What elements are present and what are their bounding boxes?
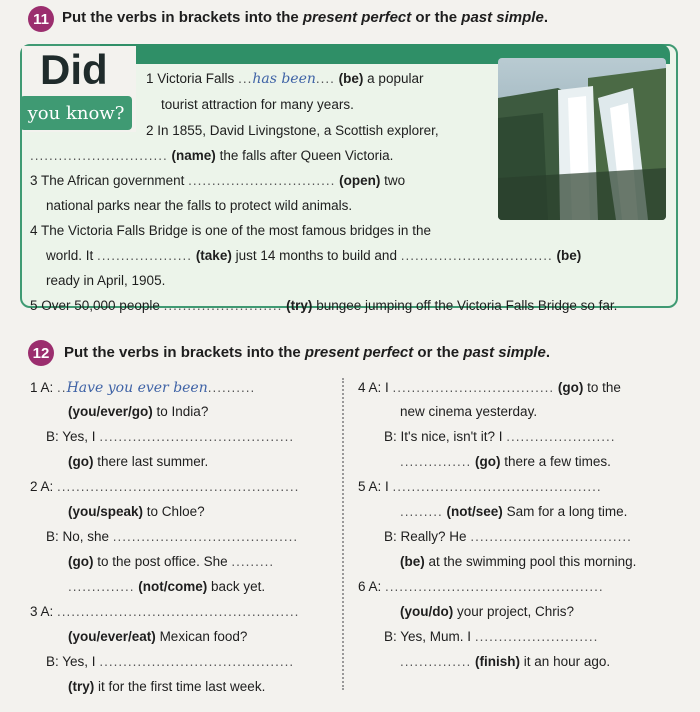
ex12-q3-c: B: Yes, I ......................................... bbox=[46, 654, 295, 669]
ex12-q5-b: ......... (not/see) Sam for a long time. bbox=[400, 504, 628, 519]
ex12-q6-c: B: Yes, Mum. I .......................... bbox=[384, 629, 599, 644]
ex12-q2-c: B: No, she ....................................... bbox=[46, 529, 299, 544]
column-divider bbox=[342, 378, 344, 690]
ex12-q3-d: (try) it for the first time last week. bbox=[68, 679, 266, 694]
ex12-q3-b: (you/ever/eat) Mexican food? bbox=[68, 629, 248, 644]
ex12-q4-a: 4 A: I .................................. (go) to the bbox=[358, 380, 621, 395]
ex11-item-3: 3 The African government ............................... (open) two bbox=[30, 173, 406, 188]
ex12-q4-d: ............... (go) there a few times. bbox=[400, 454, 611, 469]
ex12-q6-d: ............... (finish) it an hour ago. bbox=[400, 654, 611, 669]
ex12-q5-d: (be) at the swimming pool this morning. bbox=[400, 554, 637, 569]
ex11-item-2: 2 In 1855, David Livingstone, a Scottish explorer, bbox=[146, 123, 439, 138]
exercise-12-number: 12 bbox=[28, 340, 54, 366]
ex12-q6-a: 6 A: .............................................. bbox=[358, 579, 604, 594]
ex12-q1-b: (you/ever/go) to India? bbox=[68, 404, 209, 419]
ex12-q2-b: (you/speak) to Chloe? bbox=[68, 504, 205, 519]
ex11-item-4: 4 The Victoria Falls Bridge is one of the most famous bridges in the bbox=[30, 223, 431, 238]
exercise-12-title: Put the verbs in brackets into the present perfect or the past simple. bbox=[64, 344, 550, 361]
ex12-q6-b: (you/do) your project, Chris? bbox=[400, 604, 575, 619]
ex11-item-4-cont: world. It .................... (take) just 14 months to build and ................................ (be) bbox=[46, 248, 582, 263]
ex12-q3-a: 3 A: ................................................... bbox=[30, 604, 300, 619]
exercise-11-title: Put the verbs in brackets into the present perfect or the past simple. bbox=[62, 9, 548, 26]
you-know-banner: you know? bbox=[20, 96, 132, 130]
exercise-11-number: 11 bbox=[28, 6, 54, 32]
ex12-q4-b: new cinema yesterday. bbox=[400, 404, 538, 419]
ex12-q2-a: 2 A: ................................................... bbox=[30, 479, 300, 494]
ex12-q5-c: B: Really? He .................................. bbox=[384, 529, 632, 544]
waterfall-photo bbox=[498, 58, 666, 220]
ex12-q2-e: .............. (not/come) back yet. bbox=[68, 579, 266, 594]
ex12-q1-c: B: Yes, I ......................................... bbox=[46, 429, 295, 444]
ex12-q1-d: (go) there last summer. bbox=[68, 454, 209, 469]
ex11-item-1-cont: tourist attraction for many years. bbox=[161, 97, 354, 112]
ex11-item-4-end: ready in April, 1905. bbox=[46, 273, 166, 288]
ex12-q5-a: 5 A: I ............................................ bbox=[358, 479, 602, 494]
ex11-item-1: 1 Victoria Falls ...has been.... (be) a popular bbox=[146, 71, 424, 87]
ex12-q4-c: B: It's nice, isn't it? I ....................... bbox=[384, 429, 616, 444]
ex11-item-3-cont: national parks near the falls to protect wild animals. bbox=[46, 198, 353, 213]
ex11-item-2-cont: ............................. (name) the falls after Queen Victoria. bbox=[30, 148, 394, 163]
did-heading: Did bbox=[40, 46, 108, 93]
ex11-item-5: 5 Over 50,000 people ......................... (try) bungee jumping off the Victoria Falls Bridge so far. bbox=[30, 298, 618, 313]
ex12-q2-d: (go) to the post office. She ......... bbox=[68, 554, 275, 569]
ex12-q1-a: 1 A: ..Have you ever been.......... bbox=[30, 380, 256, 396]
